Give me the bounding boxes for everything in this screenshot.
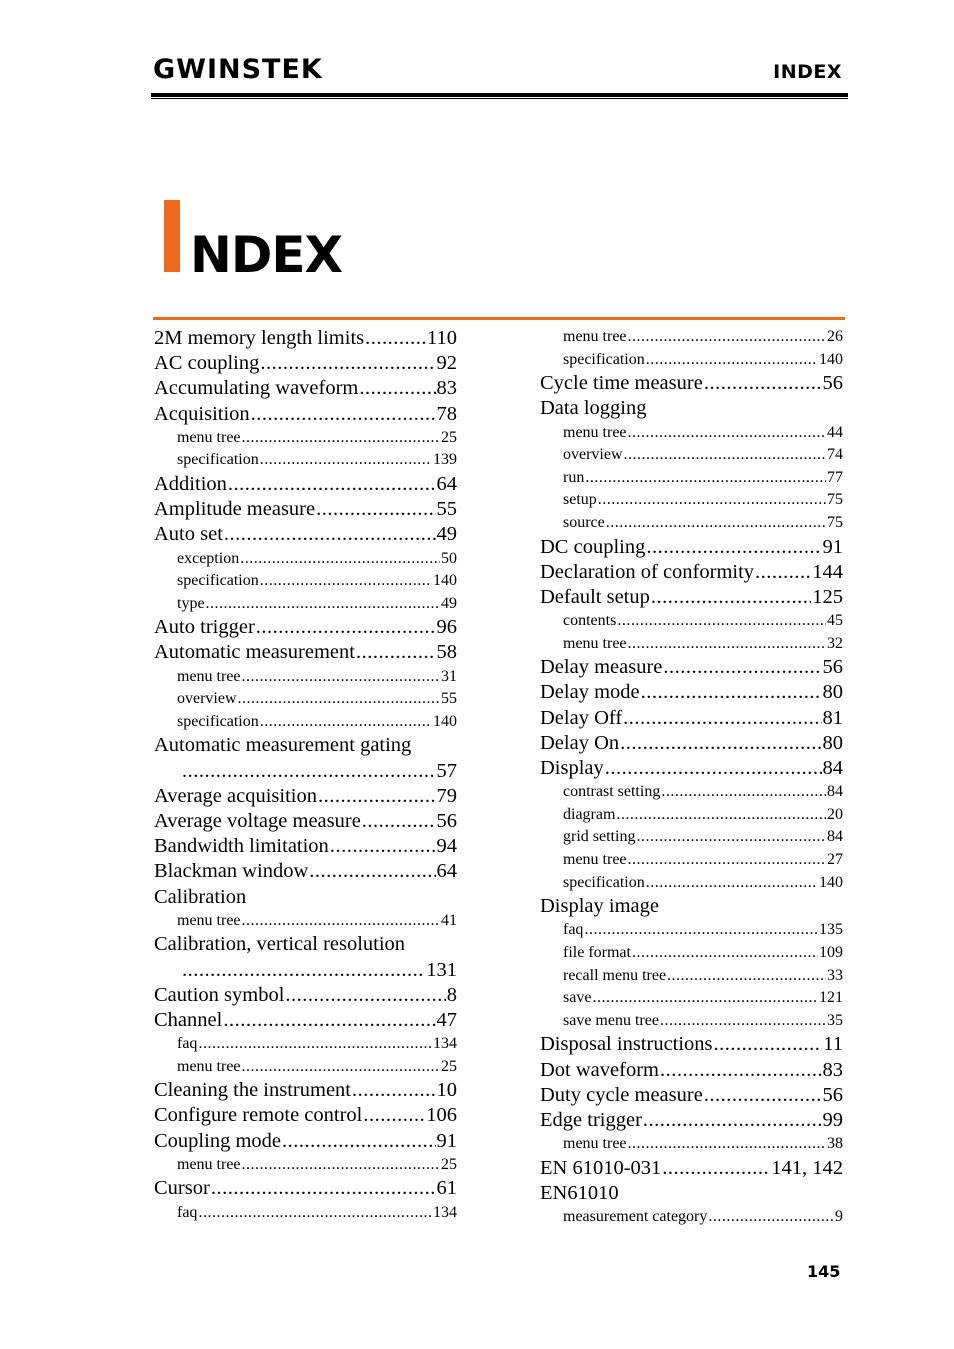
index-page-ref: 25: [441, 1155, 457, 1173]
index-subentry: [540, 965, 843, 988]
dot-leader: [617, 610, 826, 633]
dot-leader: [646, 872, 818, 895]
index-entry: [154, 834, 457, 859]
index-term: Configure remote control: [154, 1104, 363, 1127]
index-page-ref: 27: [827, 851, 843, 868]
dot-leader: [660, 1058, 822, 1083]
dot-leader: [632, 942, 818, 965]
index-page-ref: 121: [819, 989, 843, 1007]
index-term: overview: [563, 446, 623, 464]
index-subentry: [540, 849, 843, 872]
index-term: Cycle time measure: [540, 372, 703, 395]
index-entry: [540, 535, 843, 560]
index-subentry: [154, 427, 457, 450]
index-page-ref: 144: [812, 560, 843, 583]
dot-leader: [240, 548, 440, 571]
index-subentry: [540, 326, 843, 349]
index-column-right: [540, 326, 843, 1229]
index-entry: [540, 680, 843, 705]
dot-leader: [242, 910, 440, 933]
index-page-ref: 94: [436, 835, 457, 858]
dot-leader: [260, 711, 432, 734]
index-page-ref: 81: [822, 706, 843, 729]
index-term: faq: [177, 1203, 198, 1221]
index-term: menu tree: [563, 423, 627, 441]
index-term: menu tree: [563, 328, 627, 345]
dot-leader: [198, 1033, 432, 1056]
index-term: Amplitude measure: [154, 498, 316, 521]
dot-leader: [318, 784, 436, 809]
index-term: menu tree: [177, 1057, 241, 1075]
dot-leader: [256, 615, 436, 640]
index-term: Dot waveform: [540, 1058, 659, 1081]
index-page-ref: 79: [436, 784, 457, 807]
title-underline: [153, 317, 845, 320]
index-subentry: [154, 711, 457, 734]
index-page-ref: 44: [827, 423, 843, 441]
index-term: recall menu tree: [563, 966, 667, 984]
index-entry: [540, 1156, 843, 1181]
index-term: file format: [563, 943, 631, 961]
index-page-ref: 64: [436, 472, 457, 495]
index-entry: [540, 371, 843, 396]
page-title: NDEX: [190, 226, 343, 284]
index-subentry: [540, 610, 843, 633]
page-number: 145: [807, 1262, 841, 1281]
index-page-ref: 20: [827, 805, 843, 823]
dot-leader: [260, 449, 432, 472]
index-subentry: [154, 593, 457, 616]
index-entry: [154, 932, 457, 957]
dot-leader: [242, 1056, 440, 1079]
index-term: Bandwidth limitation: [154, 835, 329, 858]
index-page-ref: 139: [433, 451, 457, 469]
index-subentry: [540, 444, 843, 467]
index-term: type: [177, 594, 205, 612]
index-page-ref: 49: [436, 523, 457, 546]
dot-leader: [242, 1154, 440, 1177]
index-page-ref: 56: [822, 372, 843, 395]
index-entry: [154, 809, 457, 834]
index-term: faq: [563, 921, 584, 939]
dot-leader: [316, 497, 435, 522]
index-page-ref: 10: [436, 1079, 457, 1102]
index-entry: [540, 756, 843, 781]
index-term: Auto set: [154, 523, 223, 546]
index-term: menu tree: [563, 1135, 627, 1153]
index-entry: [540, 1083, 843, 1108]
index-entry: [540, 894, 843, 919]
index-subentry: [540, 422, 843, 445]
dot-leader: [714, 1032, 823, 1057]
dot-leader: [182, 958, 425, 983]
index-term: menu tree: [177, 911, 241, 929]
dot-leader: [628, 1133, 826, 1156]
index-page-ref: 55: [441, 690, 457, 708]
index-subentry: [154, 666, 457, 689]
index-page-ref: 56: [436, 810, 457, 832]
dot-leader: [643, 1108, 822, 1133]
dot-leader: [242, 666, 440, 689]
dot-leader: [282, 1129, 436, 1154]
index-page-ref: 84: [827, 828, 843, 846]
index-page-ref: 45: [827, 612, 843, 630]
dot-leader: [704, 1083, 822, 1108]
index-term: Average acquisition: [154, 784, 317, 807]
index-page-ref: 110: [427, 327, 457, 349]
index-term: Accumulating waveform: [154, 377, 359, 400]
index-term: setup: [563, 491, 597, 509]
index-page-ref: 25: [441, 428, 457, 446]
title-initial-bar: [164, 200, 180, 272]
dot-leader: [260, 570, 432, 593]
index-term: Automatic measurement: [154, 641, 355, 664]
index-entry: [154, 1129, 457, 1154]
index-term: specification: [177, 572, 259, 590]
dot-leader: [362, 809, 436, 834]
index-entry: [540, 585, 843, 610]
index-subentry: [154, 449, 457, 472]
index-entry: [540, 706, 843, 731]
index-page-ref: 80: [822, 681, 843, 704]
index-page-ref: 56: [822, 1083, 843, 1106]
index-subentry: [540, 872, 843, 895]
index-entry: [540, 1058, 843, 1083]
index-subentry: [154, 910, 457, 933]
dot-leader: [585, 467, 826, 490]
index-page-ref: 134: [433, 1035, 457, 1053]
dot-leader: [663, 655, 821, 680]
dot-leader: [365, 326, 426, 351]
dot-leader: [598, 489, 826, 512]
dot-leader: [352, 1078, 436, 1103]
index-page-ref: 9: [835, 1208, 843, 1226]
index-term: Caution symbol: [154, 983, 285, 1006]
index-term: save: [563, 989, 592, 1007]
index-page-ref: 25: [441, 1057, 457, 1075]
dot-leader: [223, 1008, 435, 1033]
dot-leader: [592, 987, 818, 1010]
index-term: Disposal instructions: [540, 1033, 713, 1056]
header-section-label: INDEX: [773, 61, 842, 83]
index-subentry: [540, 804, 843, 827]
index-term: specification: [177, 451, 259, 469]
index-page-ref: 141, 142: [771, 1156, 843, 1179]
index-subentry: [154, 1154, 457, 1177]
dot-leader: [624, 444, 826, 467]
index-entry: [154, 326, 457, 351]
index-page-ref: 35: [827, 1011, 843, 1029]
header-rule-thin: [151, 98, 848, 99]
dot-leader: [330, 834, 436, 859]
index-subentry: [540, 987, 843, 1010]
index-page-ref: 11: [823, 1033, 843, 1056]
index-term: faq: [177, 1035, 198, 1053]
index-entry: [154, 351, 457, 376]
index-term: Default setup: [540, 585, 650, 608]
index-entry: [540, 1032, 843, 1057]
dot-leader: [242, 427, 440, 450]
dot-leader: [363, 1103, 425, 1128]
index-page-ref: 84: [827, 783, 843, 801]
index-term: Delay Off: [540, 706, 623, 729]
index-page-ref: 26: [827, 328, 843, 345]
index-page-ref: 96: [436, 616, 457, 639]
dot-leader: [623, 706, 821, 731]
index-subentry: [540, 1010, 843, 1033]
index-subentry: [540, 826, 843, 849]
index-page-ref: 134: [433, 1203, 457, 1221]
dot-leader: [628, 422, 826, 445]
index-page-ref: 61: [436, 1177, 457, 1200]
index-term: EN 61010-031: [540, 1156, 662, 1179]
index-subentry: [154, 548, 457, 571]
index-page-ref: 91: [822, 535, 843, 558]
index-term: Cursor: [154, 1177, 210, 1200]
index-entry: [154, 472, 457, 497]
index-term: exception: [177, 549, 240, 567]
index-page-ref: 135: [819, 921, 843, 939]
index-page-ref: 50: [441, 549, 457, 567]
index-term: specification: [563, 350, 645, 368]
dot-leader: [646, 349, 818, 372]
dot-leader: [651, 585, 811, 610]
dot-leader: [206, 593, 440, 616]
index-subentry: [540, 512, 843, 535]
index-entry: [540, 560, 843, 585]
index-page-ref: 49: [441, 594, 457, 612]
index-term: AC coupling: [154, 352, 260, 375]
dot-leader: [238, 688, 440, 711]
dot-leader: [660, 1010, 826, 1033]
index-subentry: [540, 1133, 843, 1156]
dot-leader: [667, 965, 826, 988]
index-page-ref: 131: [426, 958, 457, 981]
dot-leader: [704, 371, 822, 396]
index-page-ref: 99: [822, 1108, 843, 1131]
dot-leader: [636, 826, 826, 849]
index-term: specification: [177, 712, 259, 730]
index-term: Cleaning the instrument: [154, 1079, 351, 1102]
index-page-ref: 47: [436, 1008, 457, 1031]
index-term: Display: [540, 757, 604, 780]
index-term: Delay On: [540, 731, 620, 754]
index-term: grid setting: [563, 828, 636, 846]
index-page-ref: 83: [822, 1058, 843, 1081]
index-page-ref: 78: [436, 402, 457, 425]
index-subentry: [540, 781, 843, 804]
index-page-ref: 41: [441, 911, 457, 929]
dot-leader: [260, 351, 435, 376]
index-page-ref: 83: [436, 377, 457, 400]
dot-leader: [628, 849, 826, 872]
index-subentry: [154, 688, 457, 711]
index-page-ref: 77: [827, 468, 843, 486]
index-term: menu tree: [177, 1155, 241, 1173]
header-rule-thick: [151, 93, 848, 97]
index-page-ref: 140: [819, 873, 843, 891]
index-term: Duty cycle measure: [540, 1083, 703, 1106]
index-term: menu tree: [177, 428, 241, 446]
index-term: Average voltage measure: [154, 810, 361, 832]
index-entry: [154, 859, 457, 884]
index-page-ref: 58: [436, 641, 457, 664]
index-entry: [154, 640, 457, 665]
dot-leader: [605, 756, 822, 781]
index-entry: [154, 885, 457, 910]
index-entry: [540, 731, 843, 756]
index-page-ref: 32: [827, 634, 843, 652]
index-subentry: [540, 633, 843, 656]
index-entry: [154, 615, 457, 640]
index-subentry: [154, 570, 457, 593]
dot-leader: [641, 680, 822, 705]
index-term: Channel: [154, 1008, 223, 1031]
dot-leader: [646, 535, 821, 560]
index-term: EN61010: [540, 1181, 619, 1204]
dot-leader: [224, 522, 436, 547]
index-page-ref: 140: [433, 712, 457, 730]
index-entry: [154, 497, 457, 522]
index-page-ref: 92: [436, 352, 457, 375]
dot-leader: [182, 759, 436, 784]
index-page-ref: 106: [426, 1104, 457, 1127]
index-page-ref: 38: [827, 1135, 843, 1153]
index-term: Blackman window: [154, 860, 309, 883]
index-page-ref: 31: [441, 667, 457, 685]
index-term: overview: [177, 690, 237, 708]
index-page-ref: 75: [827, 513, 843, 531]
dot-leader: [620, 731, 821, 756]
index-term: DC coupling: [540, 535, 646, 558]
dot-leader: [584, 919, 818, 942]
dot-leader: [198, 1202, 432, 1225]
index-term: menu tree: [563, 634, 627, 652]
index-term: Acquisition: [154, 402, 250, 425]
index-page-ref: 140: [819, 350, 843, 368]
dot-leader: [628, 326, 826, 349]
dot-leader: [285, 983, 445, 1008]
index-subentry: [540, 489, 843, 512]
index-entry: [540, 396, 843, 421]
index-page-ref: 91: [436, 1129, 457, 1152]
dot-leader: [661, 781, 826, 804]
index-term: 2M memory length limits: [154, 327, 365, 349]
index-page-ref: 109: [819, 943, 843, 961]
dot-leader: [251, 402, 436, 427]
index-term: Calibration: [154, 885, 247, 908]
index-entry: [154, 759, 457, 784]
dot-leader: [628, 633, 826, 656]
index-entry: [154, 376, 457, 401]
dot-leader: [616, 804, 826, 827]
index-term: specification: [563, 873, 645, 891]
dot-leader: [356, 640, 436, 665]
index-subentry: [540, 1206, 843, 1229]
index-term: Delay mode: [540, 681, 640, 704]
index-subentry: [540, 942, 843, 965]
index-page-ref: 80: [822, 731, 843, 754]
index-term: diagram: [563, 805, 616, 823]
index-page-ref: 64: [436, 860, 457, 883]
index-term: Calibration, vertical resolution: [154, 933, 406, 956]
index-page-ref: 33: [827, 966, 843, 984]
index-term: Delay measure: [540, 656, 663, 679]
index-entry: [154, 958, 457, 983]
index-term: Display image: [540, 895, 659, 918]
index-term: menu tree: [177, 667, 241, 685]
index-entry: [540, 1108, 843, 1133]
dot-leader: [662, 1156, 770, 1181]
index-term: run: [563, 468, 585, 486]
index-page-ref: 56: [822, 656, 843, 679]
index-entry: [540, 655, 843, 680]
index-term: Declaration of conformity: [540, 560, 755, 583]
index-entry: [154, 402, 457, 427]
index-entry: [154, 983, 457, 1008]
index-term: Data logging: [540, 397, 647, 420]
dot-leader: [606, 512, 826, 535]
index-entry: [154, 1008, 457, 1033]
index-subentry: [540, 349, 843, 372]
index-page-ref: 140: [433, 572, 457, 590]
index-entry: [154, 784, 457, 809]
index-entry: [154, 733, 457, 758]
index-subentry: [154, 1033, 457, 1056]
brand-logo: GWINSTEK: [153, 54, 323, 85]
index-term: contrast setting: [563, 783, 661, 801]
dot-leader: [755, 560, 811, 585]
index-page-ref: 8: [446, 983, 457, 1006]
dot-leader: [708, 1206, 834, 1229]
index-term: menu tree: [563, 851, 627, 868]
index-term: Addition: [154, 472, 227, 495]
index-term: contents: [563, 612, 617, 630]
index-page-ref: 57: [436, 759, 457, 782]
index-entry: [540, 1181, 843, 1206]
index-page-ref: 84: [822, 757, 843, 780]
index-term: Coupling mode: [154, 1129, 281, 1152]
index-entry: [154, 1103, 457, 1128]
index-column-left: [154, 326, 457, 1224]
dot-leader: [228, 472, 436, 497]
index-entry: [154, 522, 457, 547]
dot-leader: [211, 1176, 436, 1201]
index-term: Auto trigger: [154, 616, 255, 639]
index-term: Edge trigger: [540, 1108, 642, 1131]
index-term: Automatic measurement gating: [154, 734, 412, 757]
index-page-ref: 74: [827, 446, 843, 464]
index-subentry: [540, 467, 843, 490]
index-page-ref: 55: [436, 498, 457, 521]
index-page-ref: 125: [812, 585, 843, 608]
index-term: source: [563, 513, 605, 531]
index-entry: [154, 1176, 457, 1201]
index-page-ref: 75: [827, 491, 843, 509]
index-term: measurement category: [563, 1208, 708, 1226]
index-subentry: [540, 919, 843, 942]
index-subentry: [154, 1202, 457, 1225]
dot-leader: [359, 376, 435, 401]
index-term: save menu tree: [563, 1011, 659, 1029]
index-entry: [154, 1078, 457, 1103]
index-subentry: [154, 1056, 457, 1079]
dot-leader: [309, 859, 435, 884]
